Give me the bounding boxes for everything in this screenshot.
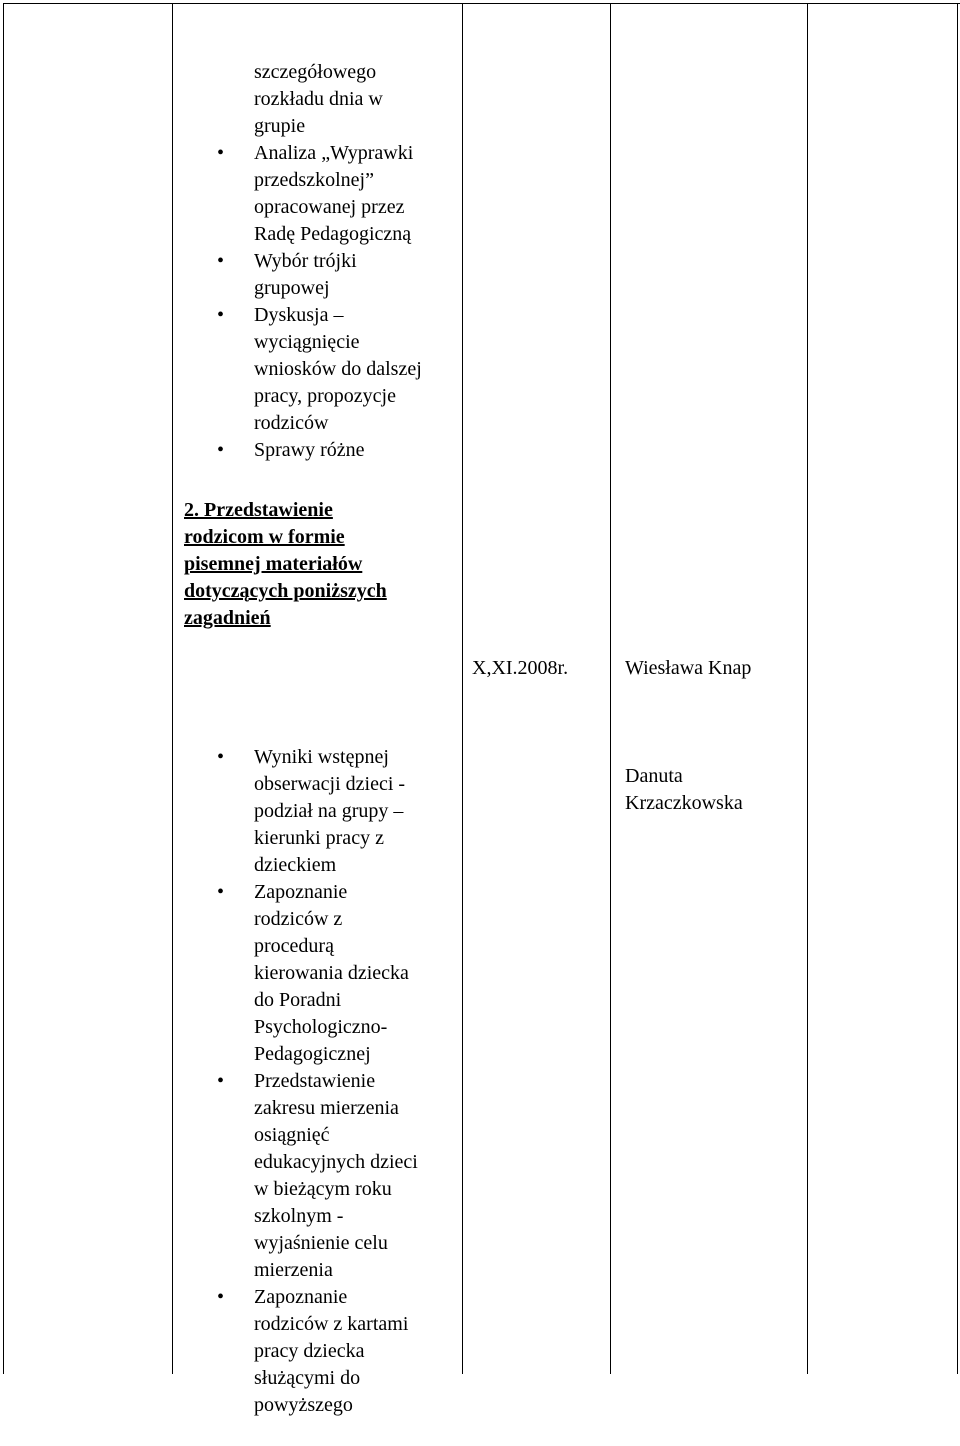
list-item-text: Dyskusja – wyciągnięcie wniosków do dalszej pracy, propozycje rodziców (254, 304, 422, 434)
list-item (217, 1284, 418, 1419)
list-item (217, 879, 418, 1068)
table-column-border (610, 3, 611, 1374)
list-item (217, 140, 422, 248)
bullet-icon: • (217, 881, 225, 903)
list-item-text: Analiza „Wyprawki przedszkolnej” opracowanej przez Radę Pedagogiczną (254, 142, 414, 245)
list-item-text: Zapoznanie rodziców z kartami pracy dziecka służącymi do powyższego (254, 1286, 409, 1416)
list-item-text: Wyniki wstępnej obserwacji dzieci - podział na grupy – kierunki pracy z dzieckiem (254, 746, 406, 876)
table-column-border (172, 3, 173, 1374)
list-item (217, 302, 422, 437)
date-text: X,XI.2008r. (472, 657, 569, 679)
table-top-border (3, 3, 960, 4)
bullet-icon: • (217, 142, 225, 164)
list-item (217, 744, 418, 879)
list-item (217, 1068, 418, 1284)
section2-cell (217, 690, 418, 1446)
list-item-text: Wybór trójki grupowej (254, 250, 357, 299)
section-heading: 2. Przedstawienie rodzicom w formie pisemnej materiałów dotyczących poniższych zagadnień (184, 499, 387, 629)
list-item (217, 437, 422, 464)
table-column-border (3, 3, 4, 1374)
person-name: Wiesława Knap (625, 657, 752, 679)
agenda-list (217, 59, 422, 464)
agenda-cell (217, 5, 422, 491)
bullet-icon: • (217, 746, 225, 768)
list-item-text: Przedstawienie zakresu mierzenia osiągnięć edukacyjnych dzieci w bieżącym roku szkolnym - wyjaśnienie celu mierzenia (254, 1070, 418, 1281)
person-name: Danuta Krzaczkowska (625, 765, 743, 814)
list-item (254, 59, 422, 140)
list-item-text: Zapoznanie rodziców z procedurą kierowania dziecka do Poradni Psychologiczno- Pedagogicznej (254, 881, 409, 1065)
section2-list (217, 744, 418, 1419)
table-column-border (807, 3, 808, 1374)
bullet-icon: • (217, 1286, 225, 1308)
table-column-border (957, 3, 958, 1374)
list-item-text: Sprawy różne (254, 439, 365, 461)
list-item-text: szczegółowego rozkładu dnia w grupie (254, 61, 383, 137)
list-item (217, 248, 422, 302)
bullet-icon: • (217, 1070, 225, 1092)
table-column-border (462, 3, 463, 1374)
bullet-icon: • (217, 304, 225, 326)
bullet-icon: • (217, 250, 225, 272)
bullet-icon: • (217, 439, 225, 461)
